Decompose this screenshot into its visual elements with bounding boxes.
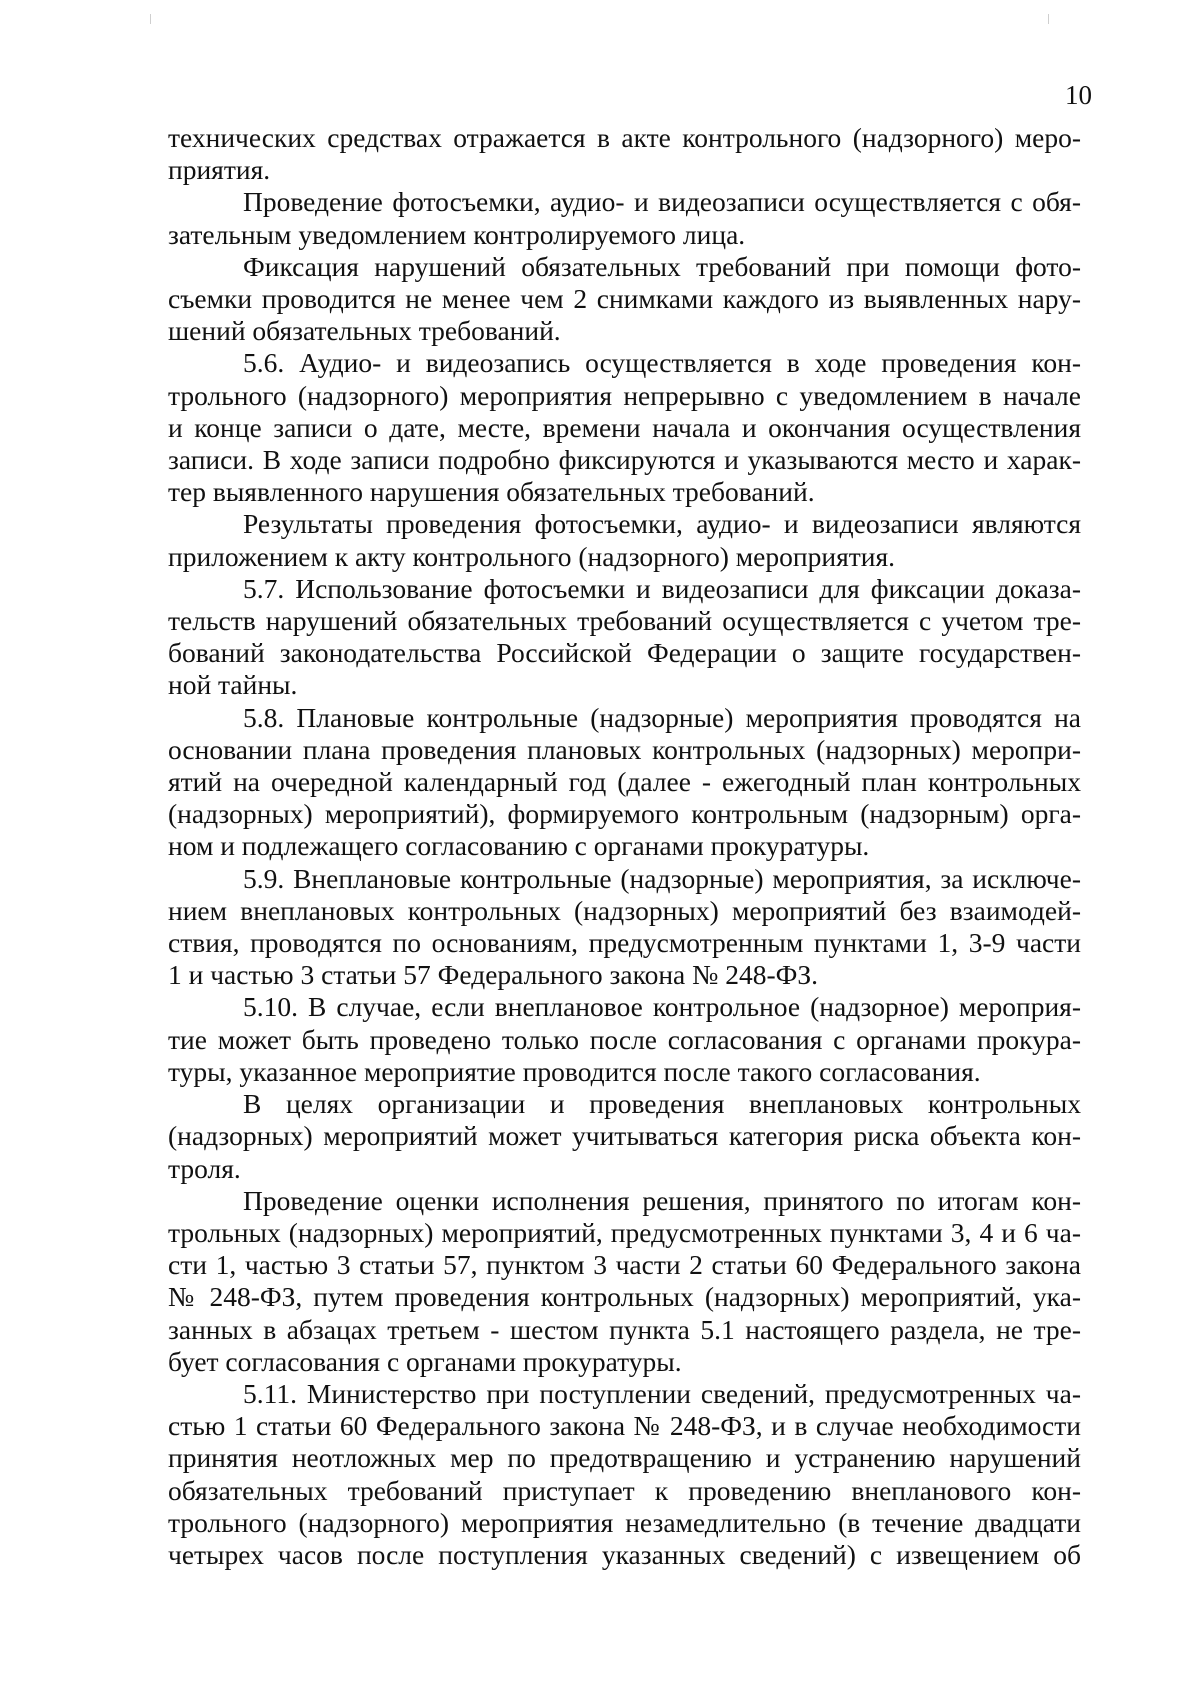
text-line: бует согласования с органами прокуратуры. bbox=[168, 1345, 682, 1377]
text-line: занных в абзацах третьем - шестом пункта 5.1 настоящего раздела, не тре- bbox=[168, 1313, 1081, 1345]
text-line: шений обязательных требований. bbox=[168, 315, 561, 347]
text-line: тер выявленного нарушения обязательных требований. bbox=[168, 476, 815, 508]
text-line: приложением к акту контрольного (надзорного) мероприятия. bbox=[168, 540, 895, 572]
text-line: ятий на очередной календарный год (далее - ежегодный план контрольных bbox=[168, 766, 1081, 798]
page-number: 10 bbox=[1065, 80, 1092, 110]
text-line: троля. bbox=[168, 1152, 241, 1184]
text-line: туры, указанное мероприятие проводится после такого согласования. bbox=[168, 1055, 981, 1087]
text-line: приятия. bbox=[168, 154, 271, 186]
text-line: нием внеплановых контрольных (надзорных) мероприятий без взаимодей- bbox=[168, 894, 1081, 926]
text-line: Проведение оценки исполнения решения, принятого по итогам кон- bbox=[243, 1184, 1081, 1216]
text-line: четырех часов после поступления указанных сведений) с извещением об bbox=[168, 1538, 1081, 1570]
text-line: Проведение фотосъемки, аудио- и видеозаписи осуществляется с обя- bbox=[243, 186, 1081, 218]
text-line: (надзорных) мероприятий может учитываться категория риска объекта кон- bbox=[168, 1120, 1081, 1152]
text-line: сти 1, частью 3 статьи 57, пунктом 3 части 2 статьи 60 Федерального закона bbox=[168, 1249, 1081, 1281]
scan-mark bbox=[1048, 14, 1049, 24]
text-line: 5.6. Аудио- и видеозапись осуществляется в ходе проведения кон- bbox=[243, 347, 1081, 379]
text-line: Результаты проведения фотосъемки, аудио- и видеозаписи являются bbox=[243, 508, 1081, 540]
text-line: трольного (надзорного) мероприятия непрерывно с уведомлением в начале bbox=[168, 379, 1081, 411]
text-line: 5.9. Внеплановые контрольные (надзорные) мероприятия, за исключе- bbox=[243, 862, 1081, 894]
text-line: 1 и частью 3 статьи 57 Федерального закона № 248-ФЗ. bbox=[168, 959, 819, 991]
text-line: 5.11. Министерство при поступлении сведений, предусмотренных ча- bbox=[243, 1377, 1081, 1409]
text-line: 5.10. В случае, если внеплановое контрольное (надзорное) мероприя- bbox=[243, 991, 1081, 1023]
text-line: ной тайны. bbox=[168, 669, 298, 701]
text-line: стью 1 статьи 60 Федерального закона № 248-ФЗ, и в случае необходимости bbox=[168, 1410, 1081, 1442]
text-line: тельств нарушений обязательных требований осуществляется с учетом тре- bbox=[168, 605, 1081, 637]
text-line: принятия неотложных мер по предотвращению и устранению нарушений bbox=[168, 1442, 1081, 1474]
text-line: основании плана проведения плановых контрольных (надзорных) меропри- bbox=[168, 733, 1081, 765]
document-body bbox=[168, 122, 1081, 1571]
text-line: № 248-ФЗ, путем проведения контрольных (надзорных) мероприятий, ука- bbox=[168, 1281, 1081, 1313]
text-line: (надзорных) мероприятий), формируемого контрольным (надзорным) орга- bbox=[168, 798, 1081, 830]
text-line: обязательных требований приступает к проведению внепланового кон- bbox=[168, 1474, 1081, 1506]
text-line: тие может быть проведено только после согласования с органами прокура- bbox=[168, 1023, 1081, 1055]
text-line: трольных (надзорных) мероприятий, предусмотренных пунктами 3, 4 и 6 ча- bbox=[168, 1216, 1081, 1248]
text-line: технических средствах отражается в акте контрольного (надзорного) меро- bbox=[168, 122, 1081, 153]
text-line: В целях организации и проведения внеплановых контрольных bbox=[243, 1088, 1081, 1120]
text-line: съемки проводится не менее чем 2 снимками каждого из выявленных нару- bbox=[168, 283, 1081, 315]
text-line: и конце записи о дате, месте, времени начала и окончания осуществления bbox=[168, 411, 1081, 443]
text-line: Фиксация нарушений обязательных требований при помощи фото- bbox=[243, 250, 1081, 282]
scan-mark bbox=[150, 14, 151, 24]
text-line: трольного (надзорного) мероприятия незамедлительно (в течение двадцати bbox=[168, 1506, 1081, 1538]
text-line: 5.8. Плановые контрольные (надзорные) мероприятия проводятся на bbox=[243, 701, 1081, 733]
text-line: ствия, проводятся по основаниям, предусмотренным пунктами 1, 3-9 части bbox=[168, 927, 1081, 959]
text-line: записи. В ходе записи подробно фиксируются и указываются место и харак- bbox=[168, 444, 1081, 476]
text-line: зательным уведомлением контролируемого лица. bbox=[168, 218, 746, 250]
text-line: ном и подлежащего согласованию с органами прокуратуры. bbox=[168, 830, 870, 862]
text-line: 5.7. Использование фотосъемки и видеозаписи для фиксации доказа- bbox=[243, 572, 1081, 604]
text-line: бований законодательства Российской Федерации о защите государствен- bbox=[168, 637, 1081, 669]
